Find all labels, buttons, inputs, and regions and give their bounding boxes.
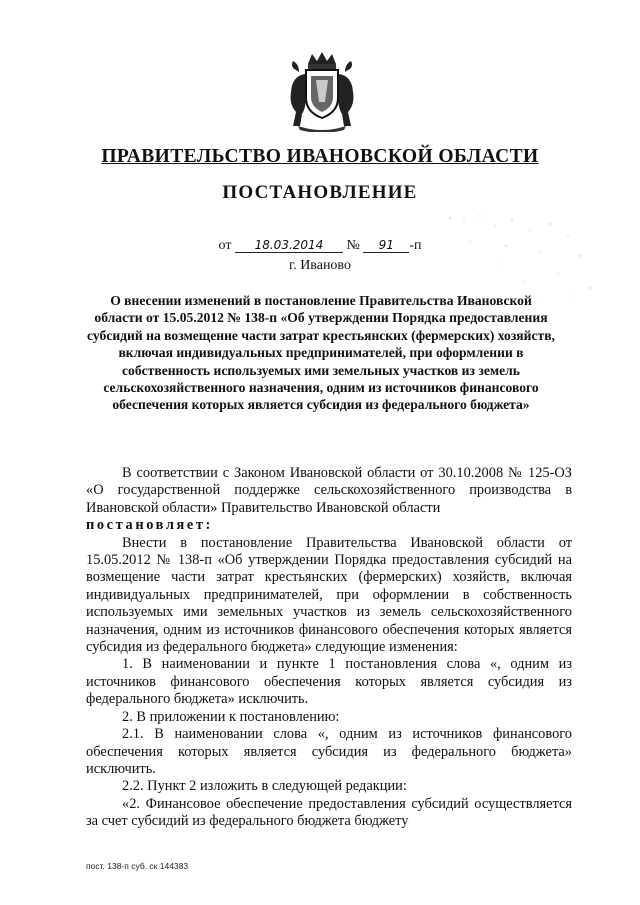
city-name: г. Иваново [289,258,351,273]
date-number-line [0,238,640,254]
preamble-text: В соответствии с Законом Ивановской области от 30.10.2008 № 125-ОЗ «О государственной поддержке сельскохозяйственного производства в Ивановской области» Правительство Ивановской области [86,465,572,516]
paragraph-quote-2: «2. Финансовое обеспечение предоставления субсидий осуществляется за счет субсидий из федерального бюджета бюджету [86,795,572,830]
government-title: ПРАВИТЕЛЬСТВО ИВАНОВСКОЙ ОБЛАСТИ [101,146,539,167]
handwritten-date: 18.03.2014 [235,239,343,253]
document-subject: О внесении изменений в постановление Правительства Ивановской области от 15.05.2012 № 138-п «Об утверждении Порядка предоставления субсидий на возмещение части затрат крестьянских (фермерских) хозяйств, включая индивидуальных предпринимателей, при оформлении в собственность используемых ими земельных участков из земель сельскохозяйственного назначения, одним из источников финансового обеспечения которых является субсидия из федерального бюджета» [87,293,555,413]
paragraph-amend: Внести в постановление Правительства Ивановской области от 15.05.2012 № 138-п «Об утверждении Порядка предоставления субсидий на возмещение части затрат крестьянских (фермерских) хозяйств, включая индивидуальных предпринимателей, при оформлении в собственность используемых ими земельных участков из земель сельскохозяйственного назначения, одним из источников финансового обеспечения которых является субсидия из федерального бюджета» следующие изменения: [86,534,572,656]
paragraph-item-2: 2. В приложении к постановлению: [122,708,340,725]
paragraph-item-1: 1. В наименовании и пункте 1 постановления слова «, одним из источников финансового обеспечения которых является субсидия из федерального бюджета» исключить. [86,656,572,708]
document-type: ПОСТАНОВЛЕНИЕ [222,182,418,203]
paragraph-item-2-2: 2.2. Пункт 2 изложить в следующей редакции: [122,778,407,795]
number-suffix: -п [409,238,422,253]
coat-of-arms-emblem [284,50,360,132]
decrees-line [86,517,572,534]
scan-artifacts [440,212,600,302]
document-body [86,465,572,831]
paragraph-item-2-1: 2.1. В наименовании слова «, одним из источников финансового обеспечения которых является субсидия из федерального бюджета» исключить. [86,726,572,777]
footer-file-reference: пост. 138-п суб. ск 144383 [86,861,189,871]
date-prefix: от [218,238,232,253]
handwritten-number: 91 [363,239,409,253]
number-sign: № [346,238,360,253]
preamble-paragraph [86,465,572,517]
decrees-word: постановляет: [86,517,213,534]
